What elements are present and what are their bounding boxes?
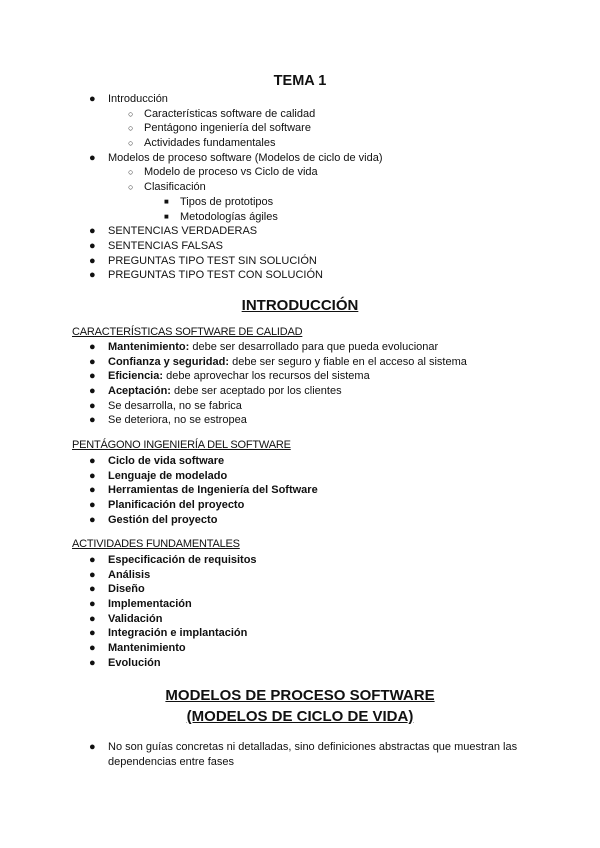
bullet-icon: ● — [89, 642, 96, 655]
item-term: Confianza y seguridad: — [108, 355, 230, 368]
bullet-icon: ○ — [128, 123, 134, 134]
list-item — [0, 180, 600, 195]
bullet-icon: ● — [89, 598, 96, 611]
list-item — [0, 399, 600, 414]
list-item — [0, 92, 600, 107]
list-item-text: PREGUNTAS TIPO TEST CON SOLUCIÓN — [108, 269, 323, 282]
item-term: Eficiencia: — [108, 370, 164, 383]
bullet-icon: ● — [89, 385, 96, 398]
list-item-text: SENTENCIAS VERDADERAS — [108, 225, 258, 238]
list-item-text — [108, 399, 242, 414]
bullet-icon: ● — [89, 455, 96, 467]
list-item-text: Modelo de proceso vs Ciclo de vida — [144, 166, 318, 179]
list-item — [0, 369, 600, 384]
list-item-text: Implementación — [108, 598, 192, 611]
list-item-text: Clasificación — [144, 181, 206, 194]
bullet-icon: ● — [89, 513, 96, 526]
list-item-text: SENTENCIAS FALSAS — [108, 239, 223, 252]
list-item — [0, 553, 600, 568]
list-item-text: Especificación de requisitos — [108, 554, 257, 566]
list-item — [0, 454, 600, 469]
bullet-icon: ● — [89, 269, 96, 282]
list-item-text: Lenguaje de modelado — [108, 469, 228, 482]
item-term: Aceptación: — [108, 385, 171, 398]
bullet-icon: ● — [89, 414, 96, 427]
list-item-text: Validación — [108, 612, 163, 625]
list-item — [0, 612, 600, 627]
list-item — [0, 151, 600, 166]
list-item — [0, 239, 600, 254]
list-item — [0, 210, 600, 225]
bullet-icon: ● — [89, 341, 96, 353]
item-description: Se desarrolla, no se fabrica — [108, 399, 242, 412]
list-item-text: Introducción — [108, 93, 168, 105]
list-item — [0, 626, 600, 641]
list-item — [0, 597, 600, 612]
section-caracteristicas-heading: CARACTERÍSTICAS SOFTWARE DE CALIDAD — [72, 326, 303, 338]
list-item — [0, 340, 600, 355]
list-item — [0, 165, 600, 180]
bullet-icon: ○ — [128, 182, 134, 193]
list-item-text — [108, 413, 247, 428]
section-pentagono-heading: PENTÁGONO INGENIERÍA DEL SOFTWARE — [72, 439, 291, 451]
item-description: Se deteriora, no se estropea — [108, 414, 247, 427]
bullet-icon: ● — [89, 627, 96, 640]
bullet-icon: ■ — [164, 211, 169, 221]
list-item-text: Gestión del proyecto — [108, 513, 218, 526]
list-item-text: Planificación del proyecto — [108, 499, 245, 512]
list-item — [0, 483, 600, 498]
bullet-icon: ● — [89, 554, 96, 566]
item-description: debe ser seguro y fiable en el acceso al sistema — [229, 355, 467, 368]
item-description: debe aprovechar los recursos del sistema — [163, 370, 370, 383]
list-item-text — [108, 355, 467, 370]
modelos-heading-line1: MODELOS DE PROCESO SOFTWARE — [165, 687, 435, 704]
list-item — [0, 513, 600, 528]
list-item-text: Herramientas de Ingeniería del Software — [108, 484, 318, 497]
section-actividades-heading: ACTIVIDADES FUNDAMENTALES — [72, 538, 240, 550]
list-item — [0, 355, 600, 370]
item-term: Mantenimiento: — [108, 341, 190, 353]
intro-heading: INTRODUCCIÓN — [241, 297, 359, 314]
list-item-text: Modelos de proceso software (Modelos de ciclo de vida) — [108, 151, 383, 164]
item-description: debe ser desarrollado para que pueda evolucionar — [189, 341, 439, 353]
list-item-text: Mantenimiento — [108, 642, 186, 655]
list-item — [0, 582, 600, 597]
list-item — [0, 384, 600, 399]
list-item — [0, 656, 600, 671]
item-description: debe ser aceptado por los clientes — [170, 385, 342, 398]
bullet-icon: ● — [89, 741, 96, 753]
table-of-contents — [0, 92, 600, 283]
list-item — [0, 568, 600, 583]
bullet-icon: ● — [89, 484, 96, 497]
bullet-icon: ● — [89, 568, 96, 581]
list-item — [0, 195, 600, 210]
modelos-paragraph — [89, 740, 538, 770]
bullet-icon: ● — [89, 656, 96, 669]
bullet-icon: ● — [89, 370, 96, 383]
list-item — [0, 254, 600, 269]
bullet-icon: ○ — [128, 167, 134, 178]
bullet-icon: ● — [89, 355, 96, 368]
modelos-heading-line2: (MODELOS DE CICLO DE VIDA) — [186, 708, 414, 725]
list-item — [0, 136, 600, 151]
list-item-text: Integración e implantación — [108, 627, 248, 640]
list-item-text — [108, 369, 370, 384]
paragraph-text: No son guías concretas ni detalladas, sino definiciones abstractas que muestran las dependencias entre fases — [108, 741, 518, 768]
list-item-text: Actividades fundamentales — [144, 137, 276, 150]
bullet-icon: ● — [89, 499, 96, 512]
list-item — [0, 498, 600, 513]
bullet-icon: ● — [89, 93, 96, 105]
bullet-icon: ● — [89, 151, 96, 164]
pentagono-list — [0, 454, 600, 527]
doc-title: TEMA 1 — [273, 73, 327, 89]
bullet-icon: ● — [89, 225, 96, 238]
bullet-icon: ● — [89, 583, 96, 596]
list-item-text: Ciclo de vida software — [108, 455, 225, 467]
bullet-icon: ● — [89, 239, 96, 252]
bullet-icon: ○ — [128, 138, 134, 149]
bullet-icon: ○ — [128, 108, 134, 119]
list-item-text: PREGUNTAS TIPO TEST SIN SOLUCIÓN — [108, 254, 317, 267]
actividades-list — [0, 553, 600, 671]
list-item — [0, 413, 600, 428]
list-item-text: Diseño — [108, 583, 145, 596]
bullet-icon: ● — [89, 612, 96, 625]
list-item-text: Pentágono ingeniería del software — [144, 122, 311, 135]
list-item-text: Tipos de prototipos — [180, 195, 274, 208]
list-item-text: Análisis — [108, 568, 151, 581]
list-item-text — [108, 384, 342, 399]
bullet-icon: ● — [89, 399, 96, 412]
list-item — [0, 641, 600, 656]
list-item-text: Metodologías ágiles — [180, 210, 278, 223]
list-item — [0, 224, 600, 239]
list-item-text: Características software de calidad — [144, 107, 316, 120]
list-item-text: Evolución — [108, 656, 161, 669]
bullet-icon: ● — [89, 469, 96, 482]
list-item — [0, 469, 600, 484]
list-item — [0, 268, 600, 283]
bullet-icon: ● — [89, 254, 96, 267]
list-item — [0, 121, 600, 136]
list-item — [0, 107, 600, 122]
list-item-text — [108, 340, 438, 355]
caracteristicas-list — [0, 340, 600, 428]
bullet-icon: ■ — [164, 196, 169, 206]
